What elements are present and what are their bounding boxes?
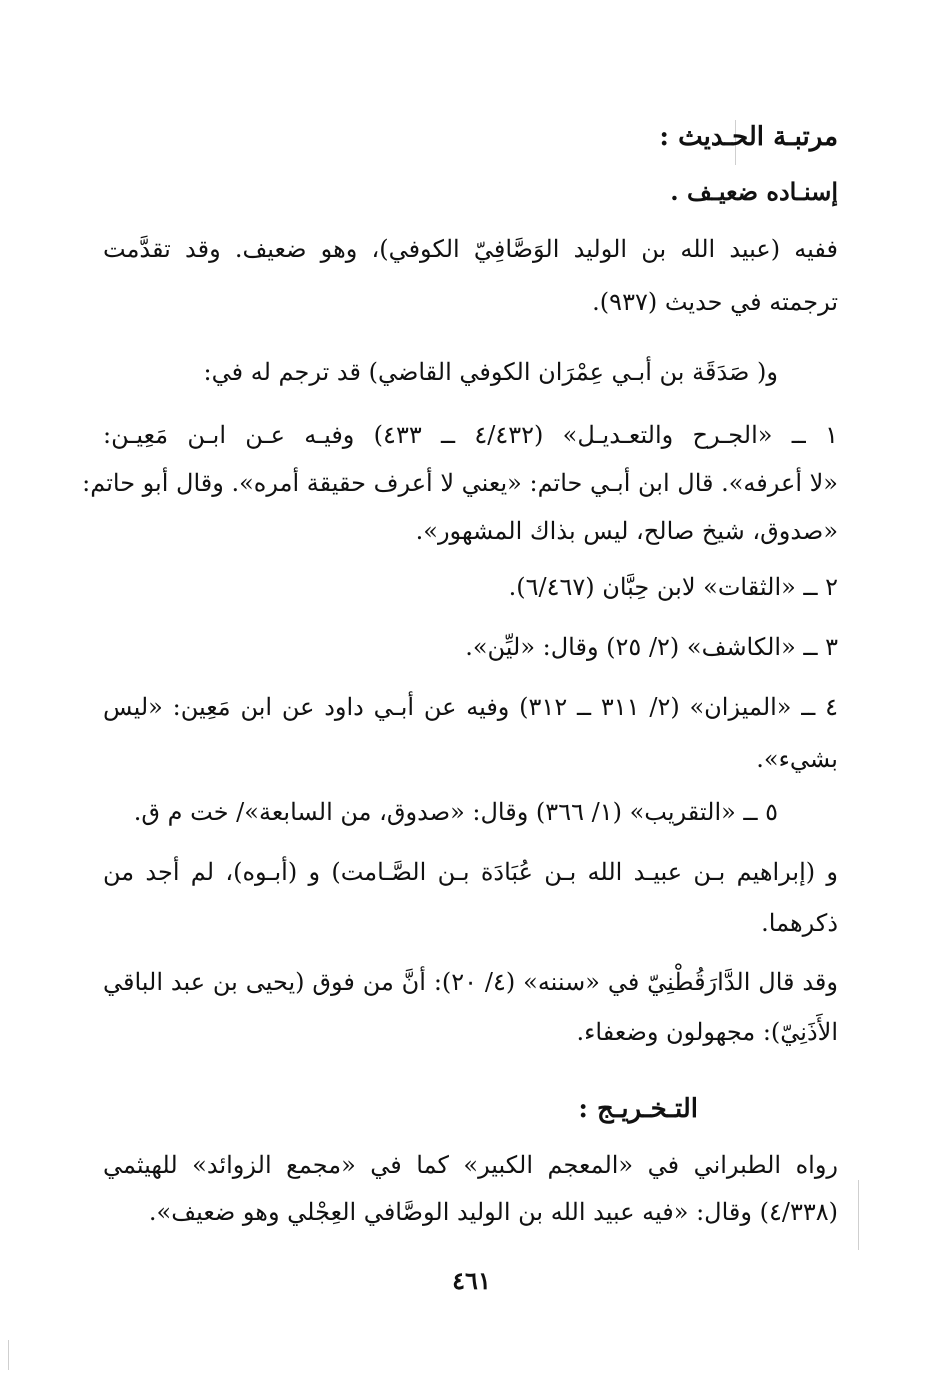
paragraph-line: وقد قال الدَّارَقُطْنِيّ في «سننه» (٤/ ٢٠): أنَّ من فوق (يحيى بن عبد الباقي (103, 968, 838, 996)
paragraph-line: الأَذَنِيّ): مجهولون وضعفاء. (576, 1018, 838, 1046)
paragraph-line: ذكرهما. (761, 909, 838, 937)
paragraph-line: و( صَدَقَة بن أبـي عِمْرَان الكوفي القاضي) قد ترجم له في: (203, 358, 778, 386)
paragraph-line: «صدوق، شيخ صالح، ليس بذاك المشهور». (415, 517, 838, 545)
paragraph-line: ٤ ــ «الميزان» (٢/ ٣١١ ــ ٣١٢) وفيه عن أبـي داود عن ابن مَعِين: «ليس (103, 693, 839, 721)
paragraph-line: ترجمته في حديث (٩٣٧). (592, 288, 838, 316)
paragraph-line: ٢ ــ «الثقات» لابن حِبَّان (٦/٤٦٧). (508, 573, 838, 601)
page-number: ٤٦١ (452, 1266, 491, 1295)
scan-mark (8, 1340, 9, 1370)
paragraph-line: و (إبراهيم بـن عبيـد الله بـن عُبَادَة بـن الصَّـامت) و (أبـوه)، لم أجد من (103, 858, 838, 886)
scan-mark (858, 1180, 859, 1250)
paragraph-line: ٣ ــ «الكاشف» (٢/ ٢٥) وقال: «ليِّن». (465, 633, 838, 661)
grade-verdict: إسنـاده ضعيـف . (670, 177, 838, 206)
paragraph-line: ٥ ــ «التقريب» (١/ ٣٦٦) وقال: «صدوق، من السابعة»/ خت م ق. (133, 798, 778, 826)
paragraph-line: ١ ــ «الجـرح والتعـديـل» (٤/٤٣٢ ــ ٤٣٣) وفيـه عـن ابـن مَعِيـن: (103, 421, 838, 449)
grade-heading: مرتبـة الحـديث : (659, 122, 838, 152)
paragraph-line: ففيه (عبيد الله بن الوليد الوَصَّافِيّ الكوفي)، وهو ضعيف. وقد تقدَّمت (103, 235, 838, 263)
paragraph-line: «لا أعرفه». قال ابن أبـي حاتم: «يعني لا أعرف حقيقة أمره». وقال أبو حاتم: (82, 469, 838, 497)
paragraph-line: (٤/٣٣٨) وقال: «فيه عبيد الله بن الوليد الوصَّافي العِجْلي وهو ضعيف». (148, 1198, 838, 1226)
takhrij-heading: التـخـريـج : (578, 1094, 698, 1124)
paragraph-line: بشيء». (756, 745, 838, 773)
paragraph-line: رواه الطبراني في «المعجم الكبير» كما في «مجمع الزوائد» للهيثمي (103, 1151, 838, 1179)
